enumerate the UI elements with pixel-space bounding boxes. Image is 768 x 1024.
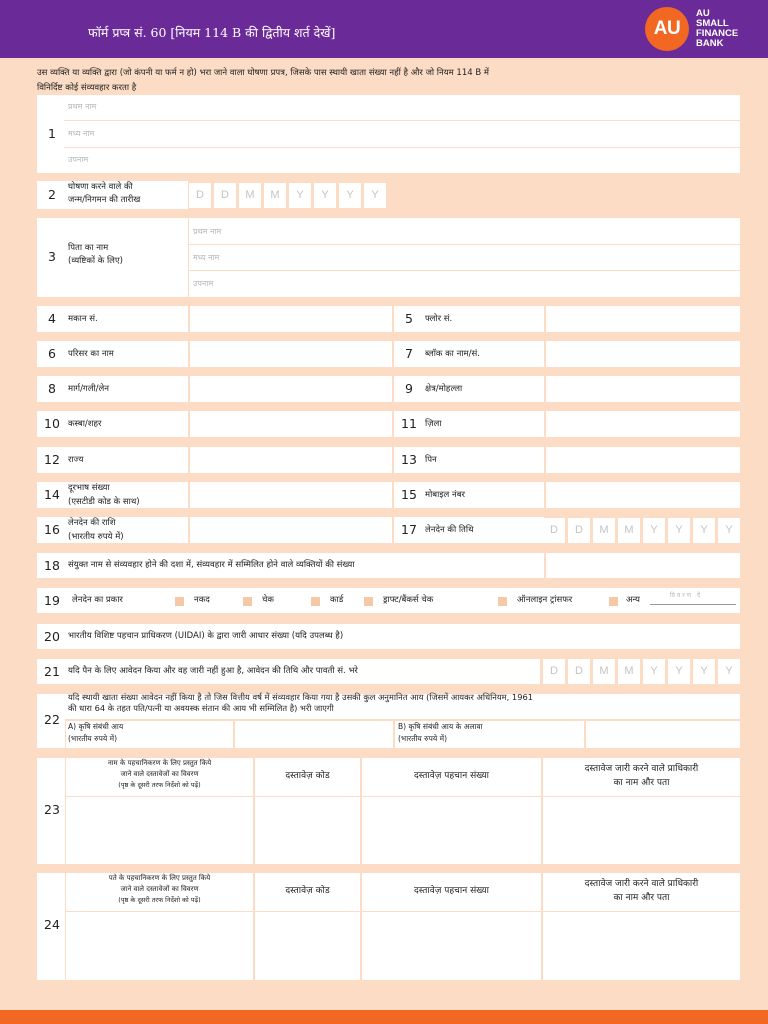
row-22-number: 22 xyxy=(44,712,60,727)
row-4-number: 4 xyxy=(48,311,56,326)
row-24-col3-heading: दस्तावेज़ पहचान संख्या xyxy=(414,886,489,896)
row-12-label: राज्य xyxy=(68,455,84,465)
row-7-number: 7 xyxy=(405,346,413,361)
row-23-col1-heading xyxy=(66,758,253,791)
row-9-label: क्षेत्र/मोहल्ला xyxy=(425,384,463,394)
last-name-input[interactable]: उपनाम xyxy=(68,155,89,164)
draft-checkbox[interactable] xyxy=(364,597,373,606)
row-2-label xyxy=(68,181,140,207)
row-8-number: 8 xyxy=(48,381,56,396)
row-23-col4-heading xyxy=(543,762,740,790)
row-3-label xyxy=(68,242,123,268)
heading-note: (पृष्ठ के दूसरी तरफ निर्देशो को पढ़ें) xyxy=(118,896,201,904)
online-transfer-label: ऑनलाइन ट्रांसफर xyxy=(517,595,573,605)
divider xyxy=(189,270,740,271)
au-logo-text xyxy=(696,9,738,49)
id-doc-description-input[interactable] xyxy=(66,797,253,864)
other-specify-line[interactable] xyxy=(650,604,736,605)
row-14-number: 14 xyxy=(44,487,60,502)
logo-line: SMALL xyxy=(696,18,729,29)
label-line: यदि स्थायी खाता संख्या आवेदन नहीं किया है तो जिस वित्तीय वर्ष में संव्यवहार किया गया है उसकी कुल अनुमानित आय (जिसमें आयकर अधिनियम, 1961 xyxy=(68,692,534,702)
row-5-number: 5 xyxy=(405,311,413,326)
divider xyxy=(64,147,740,148)
row-11-label: ज़िला xyxy=(425,419,442,429)
heading-line: जाने वाले दस्तावेजों का विवरण xyxy=(120,885,199,893)
dob-digit-box[interactable]: Y xyxy=(364,183,386,208)
label-line: B) कृषि संबंधी आय के अलावा xyxy=(398,722,483,731)
row-18-label: संयुक्त नाम से संव्यवहार होने की दशा में, संव्यवहार में सम्मिलित होने वाले व्यक्तियों की संख्या xyxy=(68,560,355,570)
heading-line: दस्तावेज जारी करने वाले प्राधिकारी xyxy=(584,764,699,774)
row-19-number: 19 xyxy=(44,593,60,608)
row-24-col2-heading: दस्तावेज़ कोड xyxy=(285,886,330,896)
row-20-number: 20 xyxy=(44,629,60,644)
row-24-col1-heading xyxy=(66,873,253,906)
txn-date-digit-box[interactable]: Y xyxy=(693,518,715,543)
pan-date-digit-box[interactable]: Y xyxy=(643,659,665,684)
joint-persons-count-input[interactable] xyxy=(546,553,740,578)
dob-digit-box[interactable]: Y xyxy=(314,183,336,208)
intro-line: उस व्यक्ति या व्यक्ति द्वारा (जो कंपनी या फर्म न हो) भरा जाने वाला घोषणा प्रपत्र, जिसके पास स्थायी खाता संख्या नहीं है और जो नियम 114 B में xyxy=(37,68,489,78)
dob-digit-box[interactable]: M xyxy=(264,183,286,208)
address-doc-number-input[interactable] xyxy=(362,912,541,980)
heading-line: का नाम और पता xyxy=(613,778,670,788)
pan-date-digit-box[interactable]: Y xyxy=(693,659,715,684)
divider xyxy=(189,244,740,245)
agri-income-input[interactable] xyxy=(235,721,393,748)
heading-line: नाम के पहचानिकरण के लिए प्रस्तुत किये xyxy=(107,759,212,767)
form-title: फॉर्म प्रप्त्र सं. 60 [नियम 114 B की द्वितीय शर्त देखें] xyxy=(88,25,336,40)
logo-line: BANK xyxy=(696,38,724,49)
txn-date-digit-box[interactable]: Y xyxy=(718,518,740,543)
row-12-number: 12 xyxy=(44,452,60,467)
txn-date-digit-box[interactable]: Y xyxy=(668,518,690,543)
non-agri-income-input[interactable] xyxy=(586,721,740,748)
road-street-input[interactable] xyxy=(190,376,392,402)
row-14-label xyxy=(68,481,140,509)
row-17-label: लेनदेन की तिथि xyxy=(425,525,474,535)
row-21-label: यदि पैन के लिए आवेदन किया और वह जारी नहीं हुआ है, आवेदन की तिथि और पावती सं. भरे xyxy=(68,666,358,676)
row-23-col2-heading: दस्तावेज़ कोड xyxy=(285,771,330,781)
row-9-number: 9 xyxy=(405,381,413,396)
row-2-number: 2 xyxy=(48,187,56,202)
form-intro xyxy=(37,66,727,96)
txn-date-digit-box[interactable]: D xyxy=(568,518,590,543)
row-24-col4-heading xyxy=(543,877,740,905)
cash-label: नकद xyxy=(194,595,210,605)
pan-date-digit-box[interactable]: Y xyxy=(718,659,740,684)
label-line: A) कृषि संबंधी आय xyxy=(68,722,124,731)
pan-date-digit-box[interactable]: Y xyxy=(668,659,690,684)
cheque-label: चेक xyxy=(262,595,274,605)
heading-note: (पृष्ठ के दूसरी तरफ निर्देशो को पढ़ें) xyxy=(118,781,201,789)
txn-date-digit-box[interactable]: D xyxy=(543,518,565,543)
address-doc-description-input[interactable] xyxy=(66,912,253,980)
row-13-number: 13 xyxy=(401,452,417,467)
online-transfer-checkbox[interactable] xyxy=(498,597,507,606)
row-15-label: मोबाइल नंबर xyxy=(425,490,466,500)
intro-line: विनिर्दिष्ट कोई संव्यवहार करता है xyxy=(37,83,137,93)
row-11-number: 11 xyxy=(401,416,417,431)
cheque-checkbox[interactable] xyxy=(243,597,252,606)
transaction-amount-input[interactable] xyxy=(190,517,392,543)
label-line: पिता का नाम xyxy=(68,243,109,253)
id-doc-code-input[interactable] xyxy=(255,797,360,864)
address-doc-authority-input[interactable] xyxy=(543,912,740,980)
father-name-box xyxy=(189,218,740,297)
agri-income-label xyxy=(68,721,123,745)
row-10-label: कस्बा/शहर xyxy=(68,419,102,429)
label-line: घोषणा करने वाले की xyxy=(68,182,133,192)
telephone-input[interactable] xyxy=(190,482,392,508)
heading-line: पते के पहचानिकरण के लिए प्रस्तुत किये xyxy=(108,874,211,882)
non-agri-income-label xyxy=(398,721,483,745)
label-line: (भारतीय रुपये में) xyxy=(68,532,124,542)
row-21-number: 21 xyxy=(44,664,60,679)
row-6-number: 6 xyxy=(48,346,56,361)
other-specify-hint: विवरण दें xyxy=(670,592,703,599)
dob-digit-box[interactable]: M xyxy=(239,183,261,208)
town-city-input[interactable] xyxy=(190,411,392,437)
card-label: कार्ड xyxy=(330,595,344,605)
dob-digit-box[interactable]: D xyxy=(189,183,211,208)
row-6-label: परिसर का नाम xyxy=(68,349,114,359)
row-15-number: 15 xyxy=(401,487,417,502)
row-20-label: भारतीय विशिष्ट पहचान प्राधिकरण (UIDAI) के द्वारा जारी आधार संख्या (यदि उपलब्ध है) xyxy=(68,631,344,641)
draft-label: ड्राफ्ट/बैंकर्स चेक xyxy=(383,595,434,605)
label-line: की धारा 64 के तहत पति/पत्नी या अवयस्क संतान की आय भी सम्मिलित है) भरी जाएगी xyxy=(68,703,334,713)
label-line: दूरभाष संख्या xyxy=(68,483,110,493)
heading-line: जाने वाले दस्तावेजों का विवरण xyxy=(120,770,199,778)
row-16-number: 16 xyxy=(44,522,60,537)
address-doc-code-input[interactable] xyxy=(255,912,360,980)
pan-date-digit-box[interactable]: M xyxy=(618,659,640,684)
row-19-label: लेनदेन का प्रकार xyxy=(72,595,123,605)
row-13-label: पिन xyxy=(425,455,437,465)
card-checkbox[interactable] xyxy=(311,597,320,606)
row-23-col3-heading: दस्तावेज़ पहचान संख्या xyxy=(414,771,489,781)
row-22-label xyxy=(68,692,533,714)
txn-date-digit-box[interactable]: M xyxy=(618,518,640,543)
pin-code-input[interactable] xyxy=(546,447,740,473)
row-4-label: मकान सं. xyxy=(68,314,98,324)
block-name-input[interactable] xyxy=(546,341,740,367)
heading-line: का नाम और पता xyxy=(613,893,670,903)
au-logo-mark: AU xyxy=(645,7,689,51)
row-1-number: 1 xyxy=(48,126,56,141)
heading-line: दस्तावेज जारी करने वाले प्राधिकारी xyxy=(584,879,699,889)
id-doc-number-input[interactable] xyxy=(362,797,541,864)
txn-date-digit-box[interactable]: Y xyxy=(643,518,665,543)
district-input[interactable] xyxy=(546,411,740,437)
dob-digit-box[interactable]: Y xyxy=(339,183,361,208)
txn-date-digit-box[interactable]: M xyxy=(593,518,615,543)
row-23-number: 23 xyxy=(44,802,60,817)
state-input[interactable] xyxy=(190,447,392,473)
label-line: (भारतीय रुपये में) xyxy=(68,734,118,743)
premises-name-input[interactable] xyxy=(190,341,392,367)
divider xyxy=(64,120,740,121)
father-last-name-input[interactable]: उपनाम xyxy=(193,279,214,288)
label-line: (व्यष्टिकों के लिए) xyxy=(68,256,123,266)
row-18-number: 18 xyxy=(44,558,60,573)
row-24-number: 24 xyxy=(44,917,60,932)
label-line: (भारतीय रुपये में) xyxy=(398,734,448,743)
pan-date-digit-box[interactable]: D xyxy=(568,659,590,684)
label-line: जन्म/निगमन की तारीख xyxy=(68,195,141,205)
other-label: अन्य xyxy=(626,595,640,605)
row-16-label xyxy=(68,516,124,544)
id-doc-authority-input[interactable] xyxy=(543,797,740,864)
footer-bar xyxy=(0,1010,768,1024)
house-number-input[interactable] xyxy=(190,306,392,332)
floor-number-input[interactable] xyxy=(546,306,740,332)
father-first-name-input[interactable]: प्रथम नाम xyxy=(193,227,222,236)
area-locality-input[interactable] xyxy=(546,376,740,402)
row-3-number: 3 xyxy=(48,249,56,264)
row-8-label: मार्ग/गली/लेन xyxy=(68,384,110,394)
first-name-input[interactable]: प्रथम नाम xyxy=(68,102,97,111)
father-middle-name-input[interactable]: मध्य नाम xyxy=(193,253,220,262)
header-bar xyxy=(0,0,768,58)
mobile-number-input[interactable] xyxy=(546,482,740,508)
pan-date-digit-box[interactable]: D xyxy=(543,659,565,684)
cash-checkbox[interactable] xyxy=(175,597,184,606)
pan-date-digit-box[interactable]: M xyxy=(593,659,615,684)
logo-line: FINANCE xyxy=(696,28,739,39)
logo-line: AU xyxy=(696,8,710,19)
middle-name-input[interactable]: मध्य नाम xyxy=(68,129,95,138)
row-7-label: ब्लॉक का नाम/सं. xyxy=(425,349,480,359)
row-17-number: 17 xyxy=(401,522,417,537)
other-checkbox[interactable] xyxy=(609,597,618,606)
row-1-name-box xyxy=(64,95,740,173)
dob-digit-box[interactable]: D xyxy=(214,183,236,208)
row-5-label: फ्लोर सं. xyxy=(425,314,453,324)
dob-digit-box[interactable]: Y xyxy=(289,183,311,208)
label-line: (एसटीडी कोड के साथ) xyxy=(68,497,140,507)
label-line: लेनदेन की राशि xyxy=(68,518,116,528)
row-10-number: 10 xyxy=(44,416,60,431)
